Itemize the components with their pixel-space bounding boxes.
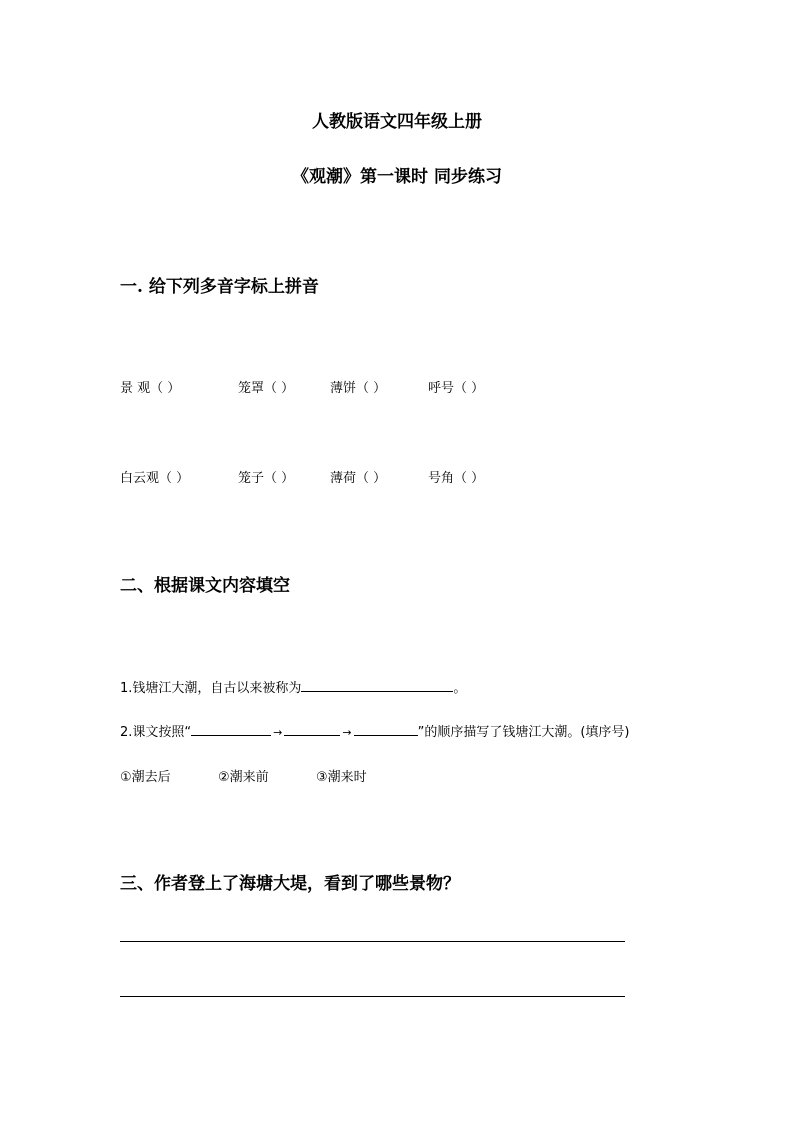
polyphone-word: 号角 [428,471,455,486]
question-text: 1.钱塘江大潮，自古以来被称为 [120,681,302,696]
polyphone-word: 呼号 [428,381,455,396]
page-subtitle: 《观潮》第一课时 同步练习 [292,167,502,187]
pinyin-blank[interactable]: （ ） [454,381,485,396]
section1-heading: 一. 给下列多音字标上拼音 [120,277,319,297]
pinyin-blank[interactable]: （ ） [150,381,181,396]
pinyin-blank[interactable]: （ ） [454,471,485,486]
answer-blank[interactable] [354,723,418,736]
fill-question-2 [120,721,629,740]
polyphone-word: 笼子 [238,471,265,486]
pinyin-blank[interactable]: （ ） [264,381,295,396]
pinyin-blank[interactable]: （ ） [356,381,387,396]
question-suffix: ”的顺序描写了钱塘江大潮。(填序号) [417,725,630,740]
polyphone-item [120,467,189,486]
section3-heading: 三、作者登上了海塘大堤，看到了哪些景物？ [120,874,460,894]
option-3: ③潮来时 [316,770,367,785]
answer-blank[interactable] [284,723,340,736]
answer-line[interactable] [120,941,625,942]
answer-blank[interactable] [301,679,453,692]
answer-line[interactable] [120,996,625,997]
pinyin-blank[interactable]: （ ） [264,471,295,486]
fill-question-1 [120,677,466,696]
polyphone-item [238,377,294,396]
polyphone-word: 白云观 [120,471,160,486]
polyphone-item [330,377,386,396]
option-2: ②潮来前 [218,770,269,785]
arrow-icon: → [273,726,283,739]
question-text: 2.课文按照“ [120,725,192,740]
page-title: 人教版语文四年级上册 [312,112,482,132]
polyphone-word: 笼罩 [238,381,265,396]
arrow-icon: → [342,726,352,739]
polyphone-item [428,377,484,396]
polyphone-item [120,377,180,396]
section2-heading: 二、根据课文内容填空 [120,576,290,596]
polyphone-item [330,467,386,486]
pinyin-blank[interactable]: （ ） [356,471,387,486]
answer-blank[interactable] [191,723,271,736]
polyphone-word: 薄荷 [330,471,357,486]
polyphone-item [238,467,294,486]
option-1: ①潮去后 [120,770,171,785]
polyphone-word: 景 观 [120,381,151,396]
question-suffix: 。 [453,681,467,696]
pinyin-blank[interactable]: （ ） [159,471,190,486]
polyphone-item [428,467,484,486]
polyphone-word: 薄饼 [330,381,357,396]
